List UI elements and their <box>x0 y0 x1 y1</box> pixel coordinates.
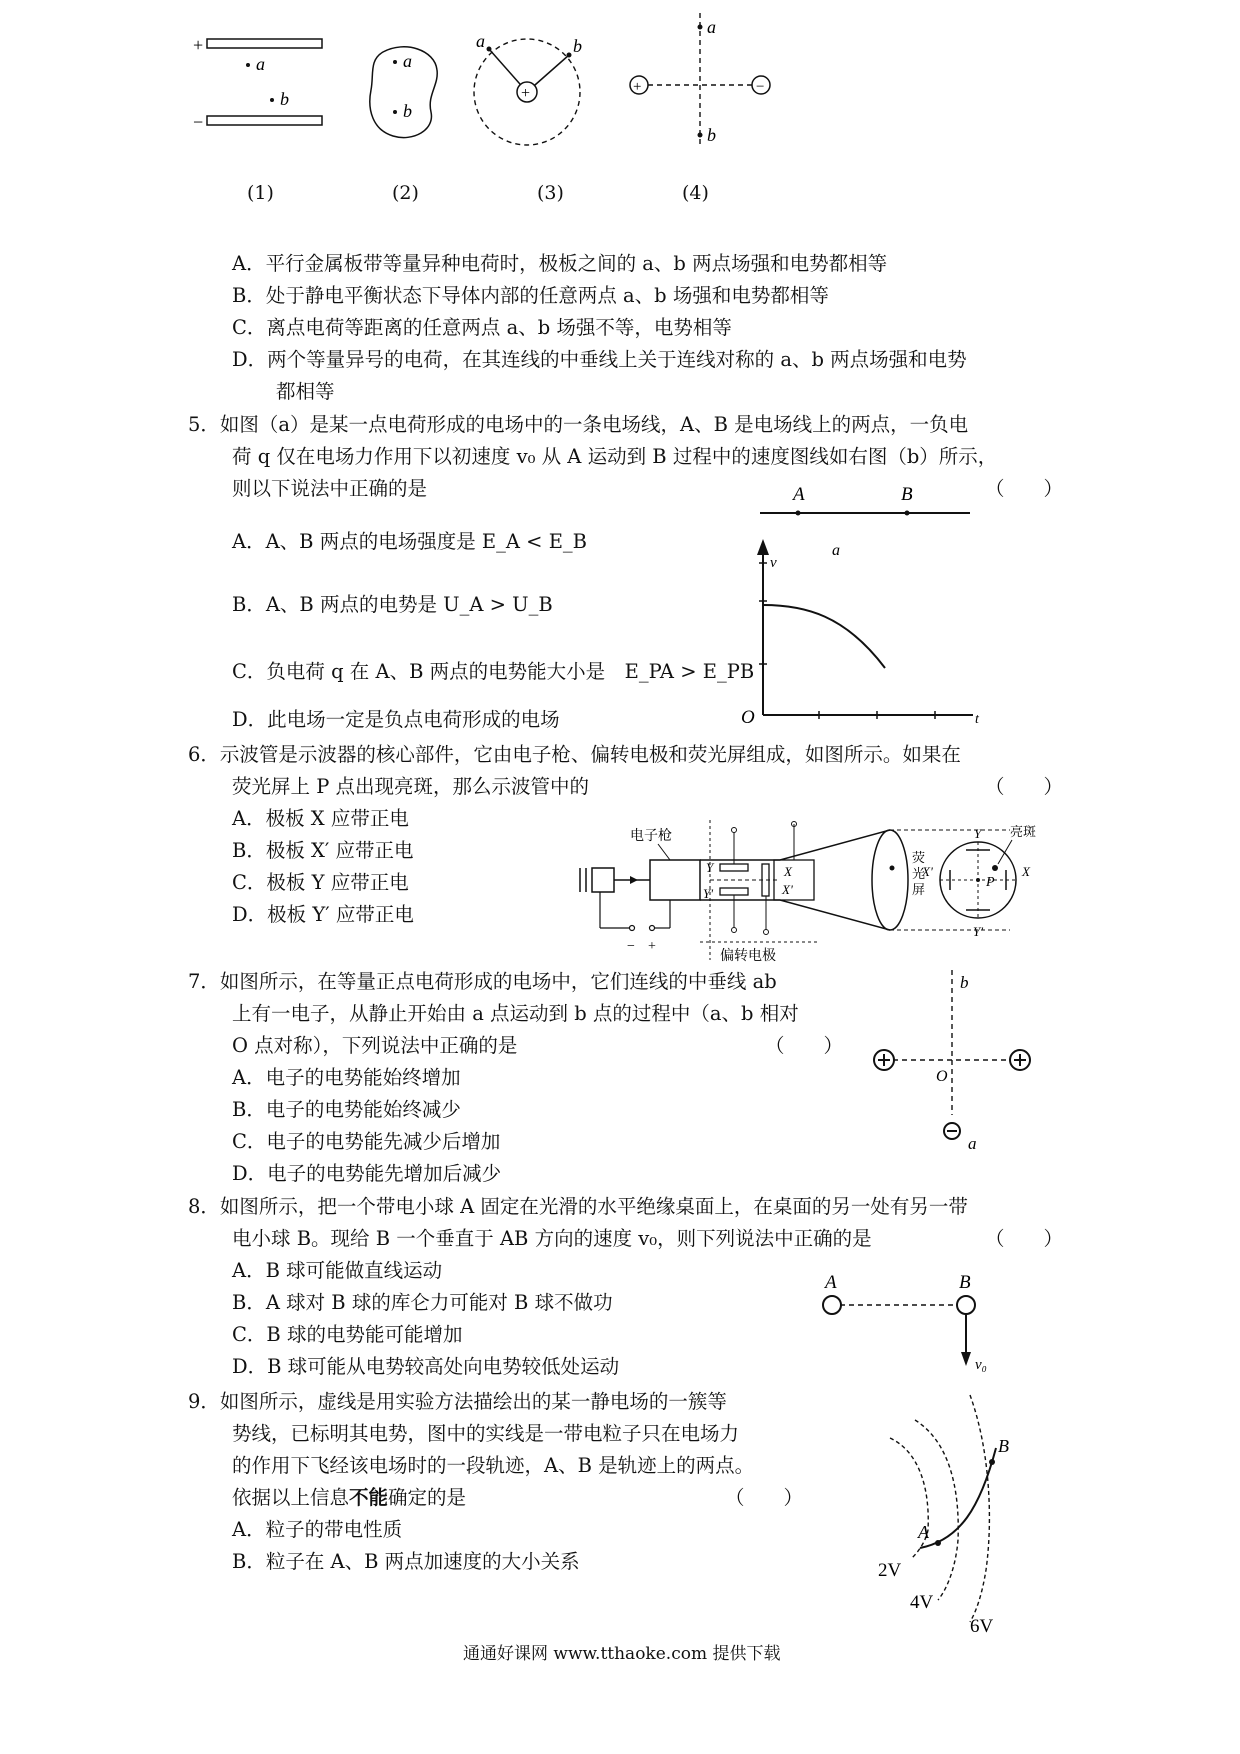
svg-text:A: A <box>793 484 805 505</box>
q4-option-a: A．平行金属板带等量异种电荷时，极板之间的 a、b 两点场强和电势都相等 <box>232 252 888 275</box>
q7-option-d: D．电子的电势能先增加后减少 <box>232 1162 502 1185</box>
svg-text:+: + <box>521 85 531 102</box>
bright-spot <box>992 865 998 871</box>
electron-gun-label: 电子枪 <box>630 829 672 844</box>
point-a <box>698 25 703 30</box>
point-B <box>905 511 910 516</box>
q7-option-c: C．电子的电势能先减少后增加 <box>232 1130 501 1153</box>
negative-plate <box>207 116 322 125</box>
svg-text:荧: 荧 <box>912 850 926 865</box>
point-b <box>567 53 572 58</box>
point-b <box>393 110 397 114</box>
q7-option-b: B．电子的电势能始终减少 <box>232 1098 461 1121</box>
q6-option-b: B．极板 X′ 应带正电 <box>232 839 414 862</box>
plate-Y <box>720 864 748 871</box>
q5-answer-paren: （ ） <box>985 477 1064 500</box>
caption-1: (1) <box>247 182 274 204</box>
q9-answer-paren: （ ） <box>725 1486 804 1509</box>
bright-spot-label: 亮斑 <box>1010 824 1037 839</box>
figure-two-balls <box>815 1268 995 1380</box>
svg-text:+: + <box>648 939 656 954</box>
svg-text:Y: Y <box>706 860 714 875</box>
velocity-curve <box>763 605 885 668</box>
point-A <box>935 1540 941 1546</box>
svg-text:A: A <box>825 1272 837 1293</box>
fluorescent-screen <box>872 830 908 930</box>
svg-text:a: a <box>707 17 716 37</box>
q9-stem-line1: 9．如图所示，虚线是用实验方法描绘出的某一静电场的一簇等 <box>188 1390 727 1413</box>
minus-label: − <box>193 112 204 132</box>
q6-stem-line1: 6．示波管是示波器的核心部件，它由电子枪、偏转电极和荧光屏组成，如图所示。如果在 <box>188 743 961 766</box>
q7-stem-line2: 上有一电子，从静止开始由 a 点运动到 b 点的过程中（a、b 相对 <box>232 1002 799 1025</box>
svg-text:X: X <box>784 864 792 879</box>
q8-stem-line1: 8．如图所示，把一个带电小球 A 固定在光滑的水平绝缘桌面上，在桌面的另一处有另一带 <box>188 1195 968 1218</box>
figure-point-charge <box>470 30 600 150</box>
ball-B <box>957 1296 975 1314</box>
q5-stem-line1: 5．如图（a）是某一点电荷形成的电场中的一条电场线，A、B 是电场线上的两点，一负电 <box>188 413 969 436</box>
svg-text:b: b <box>707 125 716 145</box>
point-a <box>393 60 397 64</box>
svg-text:+: + <box>633 79 642 95</box>
q5-stem-line3: 则以下说法中正确的是 <box>232 477 428 500</box>
plus-label: + <box>193 35 204 55</box>
point-a <box>246 63 250 67</box>
q7-stem-line1: 7．如图所示，在等量正点电荷形成的电场中，它们连线的中垂线 ab <box>188 970 777 993</box>
footer-text: 通通好课网 www.tthaoke.com 提供下载 <box>463 1644 781 1664</box>
q8-option-c: C．B 球的电势能可能增加 <box>232 1323 463 1346</box>
figure-conductor <box>365 40 455 150</box>
point-A <box>796 511 801 516</box>
emphasis-cannot: 不能 <box>349 1486 389 1509</box>
q8-stem-line2: 电小球 B。现给 B 一个垂直于 AB 方向的速度 v₀，则下列说法中正确的是 <box>232 1227 872 1250</box>
svg-text:O: O <box>936 1068 948 1085</box>
q7-answer-paren: （ ） <box>765 1034 844 1057</box>
q4-option-d-cont: 都相等 <box>276 380 335 403</box>
svg-text:Y': Y' <box>973 924 984 939</box>
point-B <box>989 1459 995 1465</box>
q5-option-a: A．A、B 两点的电场强度是 E_A < E_B <box>232 530 588 553</box>
svg-text:屏: 屏 <box>912 882 926 897</box>
caption-3: (3) <box>537 182 564 204</box>
figure-parallel-plates <box>185 30 335 140</box>
q5-option-c: C．负电荷 q 在 A、B 两点的电势能大小是 E_PA > E_PB <box>232 660 755 683</box>
svg-text:b: b <box>960 973 969 992</box>
q9-option-a: A．粒子的带电性质 <box>232 1518 403 1541</box>
q7-stem-line3: O 点对称），下列说法中正确的是 <box>232 1034 518 1057</box>
svg-text:P: P <box>986 875 995 890</box>
svg-text:Y': Y' <box>703 886 714 901</box>
svg-text:2V: 2V <box>878 1560 902 1581</box>
svg-text:B: B <box>998 1436 1009 1456</box>
q4-option-d: D．两个等量异号的电荷，在其连线的中垂线上关于连线对称的 a、b 两点场强和电势 <box>232 348 967 371</box>
figure-oscilloscope-tube <box>570 820 1065 965</box>
q8-option-d: D．B 球可能从电势较高处向电势较低处运动 <box>232 1355 620 1378</box>
electron-gun <box>650 860 700 900</box>
q7-option-a: A．电子的电势能始终增加 <box>232 1066 461 1089</box>
figure-velocity-time-graph <box>735 535 985 730</box>
q6-option-d: D．极板 Y′ 应带正电 <box>232 903 414 926</box>
svg-text:X': X' <box>782 882 793 897</box>
svg-text:v: v <box>770 555 777 571</box>
q6-answer-paren: （ ） <box>985 775 1064 798</box>
q5-option-d: D．此电场一定是负点电荷形成的电场 <box>232 708 560 731</box>
point-b <box>270 98 274 102</box>
figure-equal-charges <box>870 965 1040 1155</box>
positive-plate <box>207 39 322 48</box>
equipotential-4V <box>915 1420 958 1600</box>
svg-text:O: O <box>741 707 755 728</box>
svg-text:6V: 6V <box>970 1616 994 1635</box>
svg-text:v₀: v₀ <box>975 1357 987 1373</box>
svg-text:a: a <box>256 54 265 74</box>
q9-stem-line4: 依据以上信息不能确定的是 <box>232 1486 467 1509</box>
svg-text:光: 光 <box>912 866 926 881</box>
point-a <box>487 47 492 52</box>
svg-text:A: A <box>918 1522 929 1542</box>
q5-option-b: B．A、B 两点的电势是 U_A > U_B <box>232 593 553 616</box>
q9-stem-line3: 的作用下飞经该电场时的一段轨迹，A、B 是轨迹上的两点。 <box>232 1454 755 1477</box>
caption-4: (4) <box>682 182 709 204</box>
q8-answer-paren: （ ） <box>985 1227 1064 1250</box>
svg-text:4V: 4V <box>910 1592 934 1613</box>
q9-stem-line2: 势线，已标明其电势，图中的实线是一带电粒子只在电场力 <box>232 1422 740 1445</box>
q8-option-a: A．B 球可能做直线运动 <box>232 1259 443 1282</box>
q4-option-b: B．处于静电平衡状态下导体内部的任意两点 a、b 场强和电势都相等 <box>232 284 829 307</box>
svg-text:b: b <box>403 101 412 121</box>
svg-text:b: b <box>280 89 289 109</box>
svg-text:−: − <box>756 79 765 95</box>
q9-option-b: B．粒子在 A、B 两点加速度的大小关系 <box>232 1550 580 1573</box>
q4-option-c: C．离点电荷等距离的任意两点 a、b 场强不等，电势相等 <box>232 316 732 339</box>
q5-stem-line2: 荷 q 仅在电场力作用下以初速度 v₀ 从 A 运动到 B 过程中的速度图线如右图（b）所示， <box>232 445 998 468</box>
svg-text:B: B <box>959 1272 971 1293</box>
svg-text:t: t <box>975 712 979 727</box>
figure-equipotential-lines <box>860 1390 1030 1635</box>
figure-dipole <box>625 5 775 150</box>
svg-text:a: a <box>832 542 840 559</box>
figure-field-line <box>755 475 995 535</box>
deflection-electrode-label: 偏转电极 <box>720 949 776 964</box>
q6-option-a: A．极板 X 应带正电 <box>232 807 409 830</box>
svg-text:B: B <box>901 484 913 505</box>
svg-text:a: a <box>476 31 485 51</box>
point-b <box>698 133 703 138</box>
svg-text:Y: Y <box>974 826 982 841</box>
q6-stem-line2: 荧光屏上 P 点出现亮斑，那么示波管中的 <box>232 775 590 798</box>
ball-A <box>823 1296 841 1314</box>
svg-text:X': X' <box>922 864 933 879</box>
q8-option-b: B．A 球对 B 球的库仑力可能对 B 球不做功 <box>232 1291 613 1314</box>
svg-text:X: X <box>1022 864 1030 879</box>
q6-option-c: C．极板 Y 应带正电 <box>232 871 409 894</box>
svg-text:−: − <box>627 939 635 954</box>
plate-Y-prime <box>720 888 748 895</box>
svg-text:b: b <box>573 36 582 56</box>
svg-text:a: a <box>968 1134 977 1153</box>
caption-2: (2) <box>392 182 419 204</box>
svg-text:a: a <box>403 51 412 71</box>
